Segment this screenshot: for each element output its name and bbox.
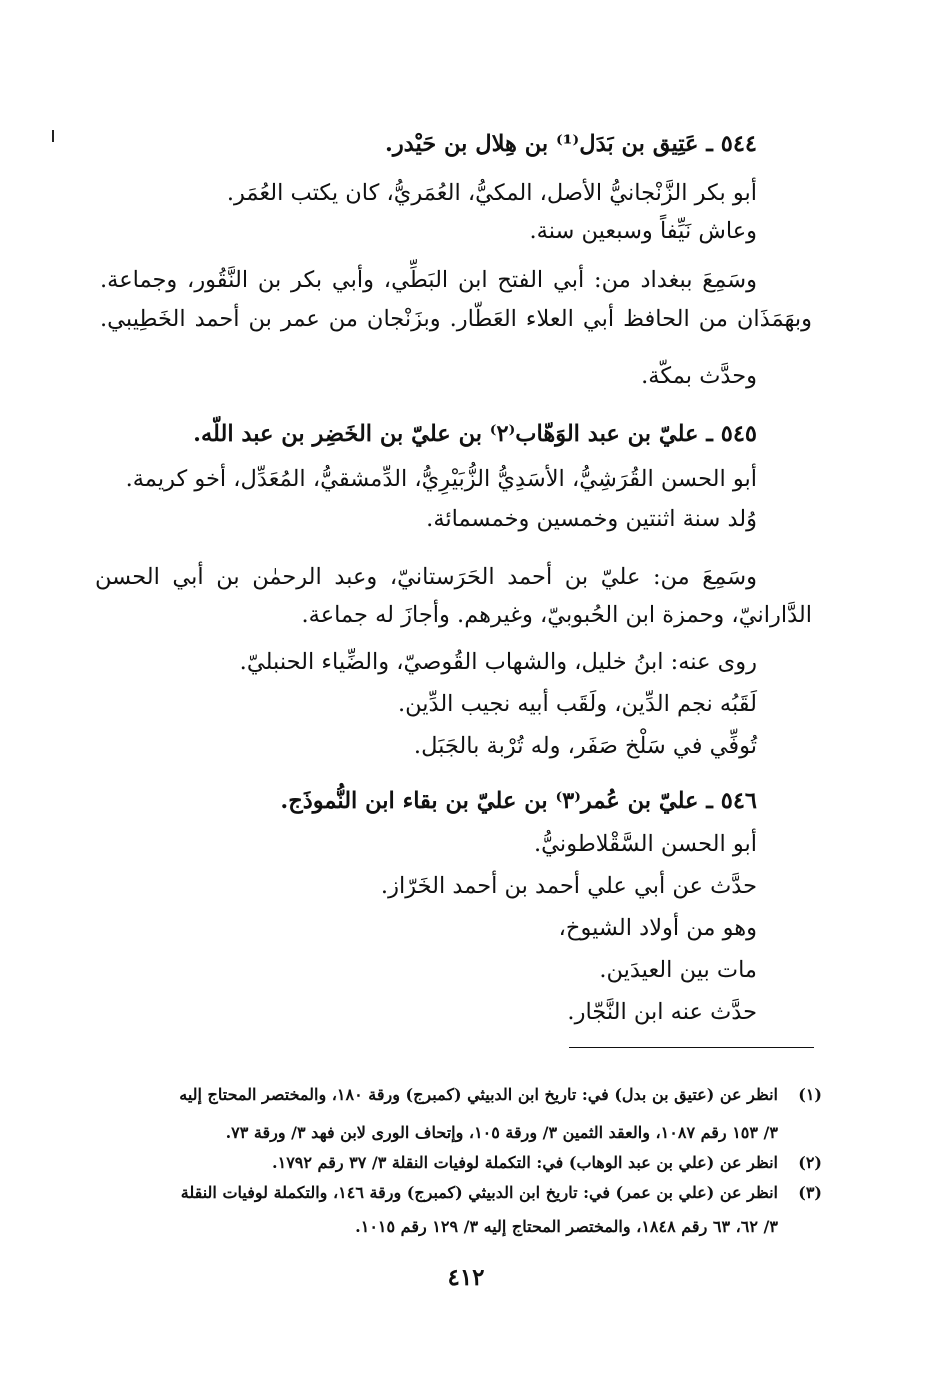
entry-545-line-5: روى عنه: ابنُ خليل، والشهاب القُوصيّ، والضِّياء الحنبليّ. — [239, 649, 757, 675]
entry-545-line-7: تُوفِّي في سَلْخ صَفَر، وله تُرْبة بالجَبَل. — [413, 733, 757, 759]
footnote-2-text-1: انظر عن (علي بن عبد الوهاب) في: التكملة لوفيات النقلة ٣/ ٣٧ رقم ١٧٩٢. — [272, 1153, 778, 1172]
entry-546-line-2: حدَّث عن أبي علي أحمد بن أحمد الخَرّاز. — [380, 873, 757, 899]
footnote-3-line-1 — [95, 1180, 822, 1206]
margin-tick-mark — [52, 130, 54, 142]
entry-544-line-4: وبهَمَذَان من الحافظ أبي العلاء العَطّار. وبزَنْجان من عمر بن أحمد الخَطِيبي. — [100, 306, 812, 332]
entry-546-line-3: وهو من أولاد الشيوخ، — [558, 915, 757, 941]
entry-545-line-4: الدَّارانيّ، وحمزة ابن الحُبوبيّ، وغيرهم. وأجازَ له جماعة. — [301, 602, 812, 628]
footnote-1-number: (١) — [798, 1085, 822, 1104]
footnote-3-number: (٣) — [798, 1183, 822, 1202]
footnote-1-text-1: انظر عن (عتيق بن بدل) في: تاريخ ابن الدبيثي (كمبرج) ورقة ١٨٠، والمختصر المحتاج إليه — [179, 1085, 778, 1104]
footnote-1-line-1 — [95, 1082, 822, 1108]
entry-544-line-3: وسَمِعَ ببغداد من: أبي الفتح ابن البَطِّي، وأبي بكر بن النَّقُور، وجماعة. — [100, 267, 757, 293]
entry-545-line-3: وسَمِعَ من: عليّ بن أحمد الحَرَستانيّ، وعبد الرحمٰن بن أبي الحسن — [95, 564, 757, 590]
entry-546-line-4: مات بين العيدَين. — [599, 957, 757, 983]
page-number: ٤١٢ — [447, 1264, 485, 1291]
entry-544-line-2: وعاش نَيِّفاً وسبعين سنة. — [529, 218, 757, 244]
entry-545-line-2: وُلد سنة اثنتين وخمسين وخمسمائة. — [426, 506, 757, 532]
entry-544-header: ٥٤٤ ـ عَتِيق بن بَدَل⁽¹⁾ بن هِلال بن حَيْدر. — [384, 131, 757, 157]
entry-545-line-6: لَقَبُه نجم الدِّين، ولَقَب أبيه نجيب الدِّين. — [397, 691, 757, 717]
entry-546-line-1: أبو الحسن السَّقْلاطونيُّ. — [534, 831, 757, 857]
entry-546-line-5: حدَّث عنه ابن النَّجّار. — [567, 999, 757, 1025]
entry-544-line-5: وحدَّث بمكّة. — [641, 363, 757, 389]
footnote-1-line-2: ٣/ ١٥٣ رقم ١٠٨٧، والعقد الثمين ٣/ ورقة ١٠٥، وإتحاف الورى لابن فهد ٣/ ورقة ٧٣. — [225, 1123, 778, 1142]
footnote-2-number: (٢) — [798, 1153, 822, 1172]
footnote-2-line-1 — [95, 1150, 822, 1176]
entry-545-line-1: أبو الحسن القُرَشِيُّ، الأسَدِيُّ الزُّبَيْرِيُّ، الدِّمشقيُّ، المُعَدِّل، أخو كريمة. — [125, 466, 757, 492]
entry-544-line-1: أبو بكر الزَّنْجانيُّ الأصل، المكيُّ، العُمَريُّ، كان يكتب العُمَر. — [226, 180, 757, 206]
entry-546-header: ٥٤٦ ـ عليّ بن عُمر⁽٣⁾ بن عليّ بن بقاء ابن النُّموذَج. — [280, 788, 757, 814]
entry-545-header: ٥٤٥ ـ عليّ بن عبد الوَهّاب⁽٢⁾ بن عليّ بن الخَضِر بن عبد اللّه. — [193, 421, 757, 447]
footnote-separator — [569, 1047, 814, 1048]
footnote-3-line-2: ٣/ ٦٢، ٦٣ رقم ١٨٤٨، والمختصر المحتاج إليه ٣/ ١٢٩ رقم ١٠١٥. — [355, 1217, 778, 1236]
footnote-3-text-1: انظر عن (علي بن عمر) في: تاريخ ابن الدبيثي (كمبرج) ورقة ١٤٦، والتكملة لوفيات النقلة — [180, 1183, 778, 1202]
